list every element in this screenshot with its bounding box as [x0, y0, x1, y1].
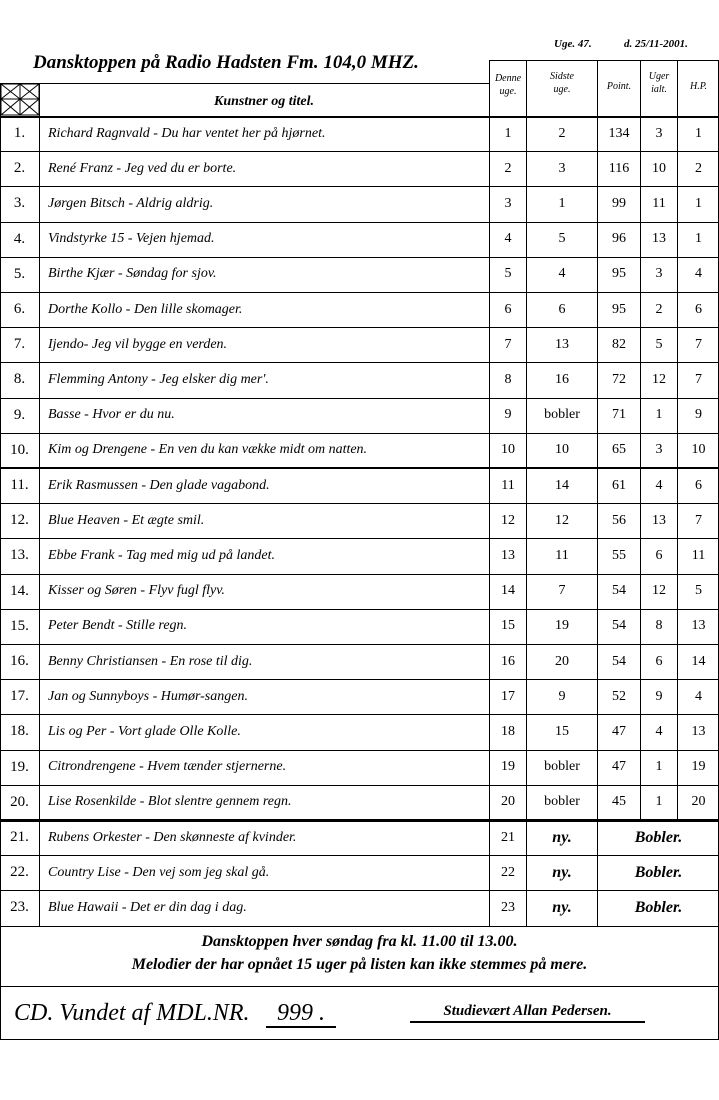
header-weeks-total: Uger ialt. [648, 71, 670, 95]
rank-cell: 6. [13, 301, 26, 318]
rank-cell: 3. [13, 195, 26, 212]
table-row-new [0, 890, 719, 925]
rank-cell: 2. [13, 160, 26, 177]
table-row [0, 292, 719, 327]
title-cell: Blue Hawaii - Det er din dag i dag. [48, 899, 247, 915]
header-this-week: Denne uge. [494, 73, 522, 97]
title-cell: Birthe Kjær - Søndag for sjov. [48, 266, 217, 282]
points-cell: 116 [608, 160, 630, 176]
hp-cell: 13 [691, 723, 706, 739]
this-week-cell: 17 [501, 688, 515, 704]
hp-cell: 6 [695, 477, 702, 493]
last-week-cell: 19 [555, 618, 569, 634]
points-cell: 96 [612, 231, 626, 247]
table-row [0, 574, 719, 609]
points-cell: 47 [612, 759, 626, 775]
this-week-cell: 18 [501, 723, 515, 739]
this-week-cell: 20 [501, 794, 515, 810]
points-cell: 134 [608, 125, 630, 141]
this-week-cell: 1 [504, 125, 512, 141]
weeks-total-cell: 5 [655, 336, 663, 352]
hp-cell: 2 [695, 160, 702, 176]
weeks-total-cell: 3 [655, 266, 663, 282]
header-hp: H.P. [689, 81, 708, 92]
this-week-cell: 22 [501, 864, 515, 880]
hp-cell: 20 [691, 794, 706, 810]
this-week-cell: 21 [501, 829, 515, 845]
date-label: d. 25/11-2001. [624, 38, 688, 50]
hp-cell: 11 [691, 547, 706, 563]
week-label: Uge. 47. [554, 38, 592, 50]
last-week-cell: 15 [555, 723, 569, 739]
rank-cell: 5. [13, 265, 26, 282]
rank-cell: 20. [10, 793, 29, 810]
hp-cell: 7 [695, 336, 702, 352]
row-divider [489, 60, 719, 61]
table-row [0, 785, 719, 820]
title-cell: Benny Christiansen - En rose til dig. [48, 653, 253, 669]
this-week-cell: 5 [504, 266, 512, 282]
bobler-cell: Bobler. [634, 828, 683, 846]
last-week-cell: 11 [555, 547, 569, 563]
table-row [0, 398, 719, 433]
row-divider [0, 926, 719, 927]
points-cell: 95 [612, 301, 626, 317]
weeks-total-cell: 9 [655, 688, 663, 704]
rank-cell: 22. [10, 864, 29, 881]
points-cell: 47 [612, 723, 626, 739]
hp-cell: 19 [691, 759, 706, 775]
hp-cell: 7 [695, 371, 702, 387]
rank-cell: 18. [10, 723, 29, 740]
table-row [0, 644, 719, 679]
title-cell: Kisser og Søren - Flyv fugl flyv. [48, 583, 225, 599]
points-cell: 65 [612, 442, 626, 458]
last-week-cell: 10 [555, 442, 569, 458]
points-cell: 55 [612, 547, 626, 563]
rank-cell: 1. [13, 125, 26, 142]
table-row [0, 714, 719, 749]
points-cell: 56 [612, 512, 626, 528]
rank-cell: 23. [10, 899, 29, 916]
this-week-cell: 23 [501, 899, 515, 915]
title-cell: Vindstyrke 15 - Vejen hjemad. [48, 231, 215, 247]
hp-cell: 5 [695, 583, 702, 599]
footer-rule-info: Melodier der har opnået 15 uger på listen kan ikke stemmes på mere. [131, 956, 588, 973]
table-row [0, 362, 719, 397]
rank-cell: 9. [13, 406, 26, 423]
rank-cell: 16. [10, 653, 29, 670]
hp-cell: 1 [695, 125, 702, 141]
weeks-total-cell: 2 [655, 301, 663, 317]
cd-winner-number: 999 . [266, 1000, 336, 1028]
last-week-cell: 5 [558, 231, 566, 247]
title-cell: Lis og Per - Vort glade Olle Kolle. [48, 723, 241, 739]
weeks-total-cell: 4 [655, 477, 663, 493]
table-row [0, 750, 719, 785]
table-row [0, 222, 719, 257]
bobler-cell: Bobler. [634, 898, 683, 916]
weeks-total-cell: 3 [655, 442, 663, 458]
rank-cell: 8. [13, 371, 26, 388]
rank-cell: 19. [10, 758, 29, 775]
bobler-cell: Bobler. [634, 863, 683, 881]
table-row-new [0, 855, 719, 890]
hp-cell: 14 [691, 653, 706, 669]
hp-cell: 1 [695, 231, 702, 247]
rank-cell: 10. [10, 441, 29, 458]
title-cell: Ijendo- Jeg vil bygge en verden. [48, 336, 228, 352]
hp-cell: 7 [695, 512, 702, 528]
points-cell: 61 [612, 477, 626, 493]
footer-broadcast-info: Dansktoppen hver søndag fra kl. 11.00 til 13.00. [201, 933, 518, 950]
this-week-cell: 3 [504, 195, 512, 211]
weeks-total-cell: 1 [655, 407, 663, 423]
table-row [0, 116, 719, 151]
table-row [0, 433, 719, 468]
rank-cell: 11. [10, 477, 29, 494]
new-entry-cell: ny. [552, 828, 572, 846]
weeks-total-cell: 13 [652, 512, 666, 528]
last-week-cell: 3 [558, 160, 566, 176]
row-divider [0, 986, 719, 987]
this-week-cell: 19 [501, 759, 515, 775]
this-week-cell: 16 [501, 653, 515, 669]
row-divider [0, 83, 490, 84]
this-week-cell: 9 [504, 407, 512, 423]
header-artist-title: Kunstner og titel. [214, 94, 314, 109]
this-week-cell: 15 [501, 618, 515, 634]
last-week-cell: bobler [544, 407, 580, 423]
this-week-cell: 2 [504, 160, 512, 176]
hp-cell: 4 [695, 266, 702, 282]
table-row [0, 151, 719, 186]
last-week-cell: 20 [555, 653, 569, 669]
last-week-cell: bobler [544, 759, 580, 775]
weeks-total-cell: 11 [652, 195, 666, 211]
last-week-cell: 1 [558, 195, 566, 211]
rank-cell: 13. [10, 547, 29, 564]
last-week-cell: 4 [558, 266, 566, 282]
points-cell: 72 [612, 371, 626, 387]
last-week-cell: 6 [558, 301, 566, 317]
last-week-cell: 14 [555, 477, 569, 493]
this-week-cell: 11 [501, 477, 515, 493]
hp-cell: 10 [691, 442, 706, 458]
weeks-total-cell: 8 [655, 618, 663, 634]
table-row [0, 538, 719, 573]
points-cell: 99 [612, 195, 626, 211]
points-cell: 54 [612, 583, 626, 599]
this-week-cell: 12 [501, 512, 515, 528]
weeks-total-cell: 1 [655, 794, 663, 810]
row-divider [0, 1039, 719, 1040]
title-cell: Jan og Sunnyboys - Humør-sangen. [48, 688, 248, 704]
new-entry-cell: ny. [552, 863, 572, 881]
title-cell: Blue Heaven - Et ægte smil. [48, 512, 205, 528]
hp-cell: 9 [695, 407, 702, 423]
this-week-cell: 6 [504, 301, 512, 317]
header-cross-boxes [0, 83, 40, 116]
weeks-total-cell: 10 [652, 160, 666, 176]
points-cell: 82 [612, 336, 626, 352]
rank-cell: 14. [10, 582, 29, 599]
rank-cell: 17. [10, 688, 29, 705]
weeks-total-cell: 1 [655, 759, 663, 775]
title-cell: Jørgen Bitsch - Aldrig aldrig. [48, 195, 214, 211]
last-week-cell: 2 [558, 125, 566, 141]
weeks-total-cell: 12 [652, 371, 666, 387]
table-row [0, 257, 719, 292]
new-entry-cell: ny. [552, 898, 572, 916]
table-row [0, 468, 719, 503]
rank-cell: 4. [13, 230, 26, 247]
rank-cell: 21. [10, 829, 29, 846]
title-cell: Peter Bendt - Stille regn. [48, 618, 188, 634]
weeks-total-cell: 6 [655, 653, 663, 669]
this-week-cell: 10 [501, 442, 515, 458]
points-cell: 71 [612, 407, 626, 423]
title-cell: Kim og Drengene - En ven du kan vække midt om natten. [48, 442, 368, 458]
this-week-cell: 7 [504, 336, 512, 352]
points-cell: 54 [612, 618, 626, 634]
table-row [0, 679, 719, 714]
header-last-week: Sidste uge. [550, 71, 574, 95]
weeks-total-cell: 6 [655, 547, 663, 563]
table-row [0, 327, 719, 362]
title-cell: Dorthe Kollo - Den lille skomager. [48, 301, 243, 317]
table-row [0, 609, 719, 644]
cd-winner-label: CD. Vundet af MDL.NR. [14, 1000, 250, 1026]
weeks-total-cell: 13 [652, 231, 666, 247]
this-week-cell: 8 [504, 371, 512, 387]
title-cell: Ebbe Frank - Tag med mig ud på landet. [48, 547, 275, 563]
last-week-cell: 13 [555, 336, 569, 352]
this-week-cell: 4 [504, 231, 512, 247]
title-cell: Country Lise - Den vej som jeg skal gå. [48, 864, 270, 880]
hp-cell: 13 [691, 618, 706, 634]
points-cell: 52 [612, 688, 626, 704]
this-week-cell: 13 [501, 547, 515, 563]
title-cell: Basse - Hvor er du nu. [48, 407, 175, 423]
title-cell: Lise Rosenkilde - Blot slentre gennem regn. [48, 794, 292, 810]
rank-cell: 12. [10, 512, 29, 529]
last-week-cell: bobler [544, 794, 580, 810]
title-cell: René Franz - Jeg ved du er borte. [48, 160, 237, 176]
points-cell: 95 [612, 266, 626, 282]
page-title: Dansktoppen på Radio Hadsten Fm. 104,0 MHZ. [33, 52, 419, 73]
this-week-cell: 14 [501, 583, 515, 599]
table-row [0, 186, 719, 221]
table-row-new [0, 820, 719, 855]
studio-host: Studievært Allan Pedersen. [410, 1001, 645, 1023]
title-cell: Flemming Antony - Jeg elsker dig mer'. [48, 371, 269, 387]
points-cell: 54 [612, 653, 626, 669]
rank-cell: 15. [10, 617, 29, 634]
table-row [0, 503, 719, 538]
hp-cell: 6 [695, 301, 702, 317]
points-cell: 45 [612, 794, 626, 810]
weeks-total-cell: 3 [655, 125, 663, 141]
title-cell: Citrondrengene - Hvem tænder stjernerne. [48, 759, 287, 775]
rank-cell: 7. [13, 336, 26, 353]
last-week-cell: 12 [555, 512, 569, 528]
last-week-cell: 16 [555, 371, 569, 387]
header-points: Point. [606, 81, 632, 92]
weeks-total-cell: 12 [652, 583, 666, 599]
hp-cell: 4 [695, 688, 702, 704]
title-cell: Rubens Orkester - Den skønneste af kvinder. [48, 829, 297, 845]
last-week-cell: 7 [558, 583, 566, 599]
hp-cell: 1 [695, 195, 702, 211]
title-cell: Erik Rasmussen - Den glade vagabond. [48, 477, 270, 493]
weeks-total-cell: 4 [655, 723, 663, 739]
title-cell: Richard Ragnvald - Du har ventet her på hjørnet. [48, 125, 326, 141]
last-week-cell: 9 [558, 688, 566, 704]
